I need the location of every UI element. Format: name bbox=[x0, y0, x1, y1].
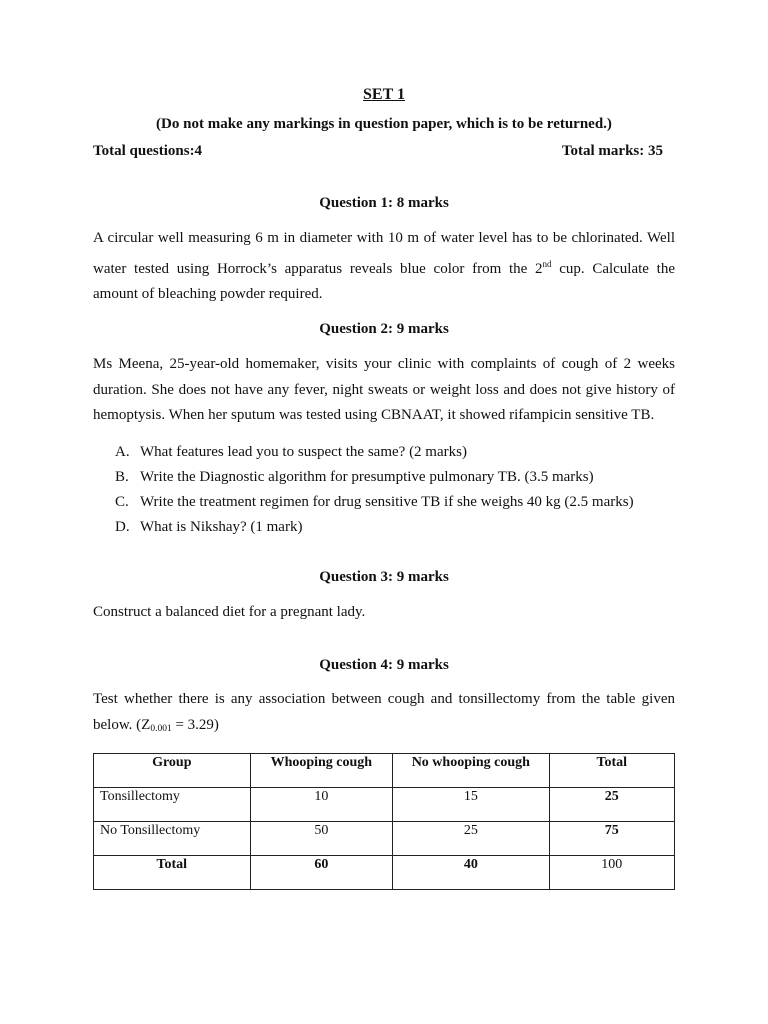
table-row bbox=[94, 856, 675, 890]
table-cell: 40 bbox=[393, 856, 549, 890]
list-item bbox=[115, 491, 675, 516]
option-text: What features lead you to suspect the same? (2 marks) bbox=[140, 444, 467, 460]
table-cell: 75 bbox=[549, 822, 674, 856]
question-1-line-3: amount of bleaching powder required. bbox=[93, 286, 323, 302]
question-2-options bbox=[115, 441, 675, 541]
question-2-line-3: hemoptysis. When her sputum was tested using CBNAAT, it showed rifampicin sensitive TB. bbox=[93, 407, 655, 423]
column-header: No whooping cough bbox=[393, 754, 549, 788]
question-3-text: Construct a balanced diet for a pregnant lady. bbox=[93, 604, 366, 620]
question-1-text bbox=[93, 226, 675, 308]
list-item bbox=[115, 441, 675, 466]
total-marks: Total marks: 35 bbox=[561, 143, 663, 159]
question-4-text bbox=[93, 687, 675, 742]
table-cell: 25 bbox=[549, 788, 674, 822]
question-4-line-1: Test whether there is any association between cough and tonsillectomy from the table given bbox=[93, 691, 675, 707]
table-row bbox=[94, 822, 675, 856]
table-cell: 10 bbox=[250, 788, 393, 822]
option-letter: B. bbox=[115, 469, 129, 485]
table-cell: 50 bbox=[250, 822, 393, 856]
option-text: What is Nikshay? (1 mark) bbox=[140, 519, 303, 535]
question-4-line-2-start: below. (Z bbox=[93, 716, 151, 733]
table-header-row bbox=[94, 754, 675, 788]
association-table bbox=[93, 753, 675, 890]
question-2-heading: Question 2: 9 marks bbox=[319, 321, 449, 337]
question-1-line-2 bbox=[93, 252, 675, 283]
table-cell: Total bbox=[94, 856, 251, 890]
question-3-heading: Question 3: 9 marks bbox=[319, 569, 449, 585]
option-text: Write the treatment regimen for drug sensitive TB if she weighs 40 kg (2.5 marks) bbox=[140, 494, 634, 510]
total-questions: Total questions:4 bbox=[93, 143, 203, 159]
question-2-line-2: duration. She does not have any fever, night sweats or weight loss and does not give history of bbox=[93, 381, 675, 398]
column-header: Total bbox=[549, 754, 674, 788]
table-cell: 60 bbox=[250, 856, 393, 890]
question-4-heading: Question 4: 9 marks bbox=[319, 657, 449, 673]
set-title: SET 1 bbox=[363, 86, 405, 103]
question-1-line-2-start: water tested using Horrock’s apparatus reveals blue color from the 2 bbox=[93, 260, 543, 277]
question-1-heading: Question 1: 8 marks bbox=[319, 195, 449, 211]
ordinal-superscript: nd bbox=[542, 258, 552, 269]
instruction-note: (Do not make any markings in question paper, which is to be returned.) bbox=[156, 116, 612, 132]
table-cell: 15 bbox=[393, 788, 549, 822]
totals-row bbox=[93, 143, 663, 160]
table-cell: 25 bbox=[393, 822, 549, 856]
table-row bbox=[94, 788, 675, 822]
column-header: Group bbox=[94, 754, 251, 788]
list-item bbox=[115, 516, 675, 541]
question-1-line-1: A circular well measuring 6 m in diameter with 10 m of water level has to be chlorinated. Well bbox=[93, 230, 675, 246]
option-letter: D. bbox=[115, 519, 130, 535]
option-text: Write the Diagnostic algorithm for presumptive pulmonary TB. (3.5 marks) bbox=[140, 469, 594, 485]
question-2-text bbox=[93, 352, 675, 429]
table-cell: No Tonsillectomy bbox=[94, 822, 251, 856]
question-2-line-1: Ms Meena, 25-year-old homemaker, visits your clinic with complaints of cough of 2 weeks bbox=[93, 356, 675, 372]
list-item bbox=[115, 466, 675, 491]
table-cell: 100 bbox=[549, 856, 674, 890]
column-header: Whooping cough bbox=[250, 754, 393, 788]
question-4-line-2 bbox=[93, 713, 675, 743]
option-letter: C. bbox=[115, 494, 129, 510]
z-subscript: 0.001 bbox=[150, 723, 172, 734]
question-4-line-2-end: = 3.29) bbox=[171, 716, 219, 733]
table-cell: Tonsillectomy bbox=[94, 788, 251, 822]
option-letter: A. bbox=[115, 444, 130, 460]
question-1-line-2-end: cup. Calculate the bbox=[551, 260, 675, 277]
